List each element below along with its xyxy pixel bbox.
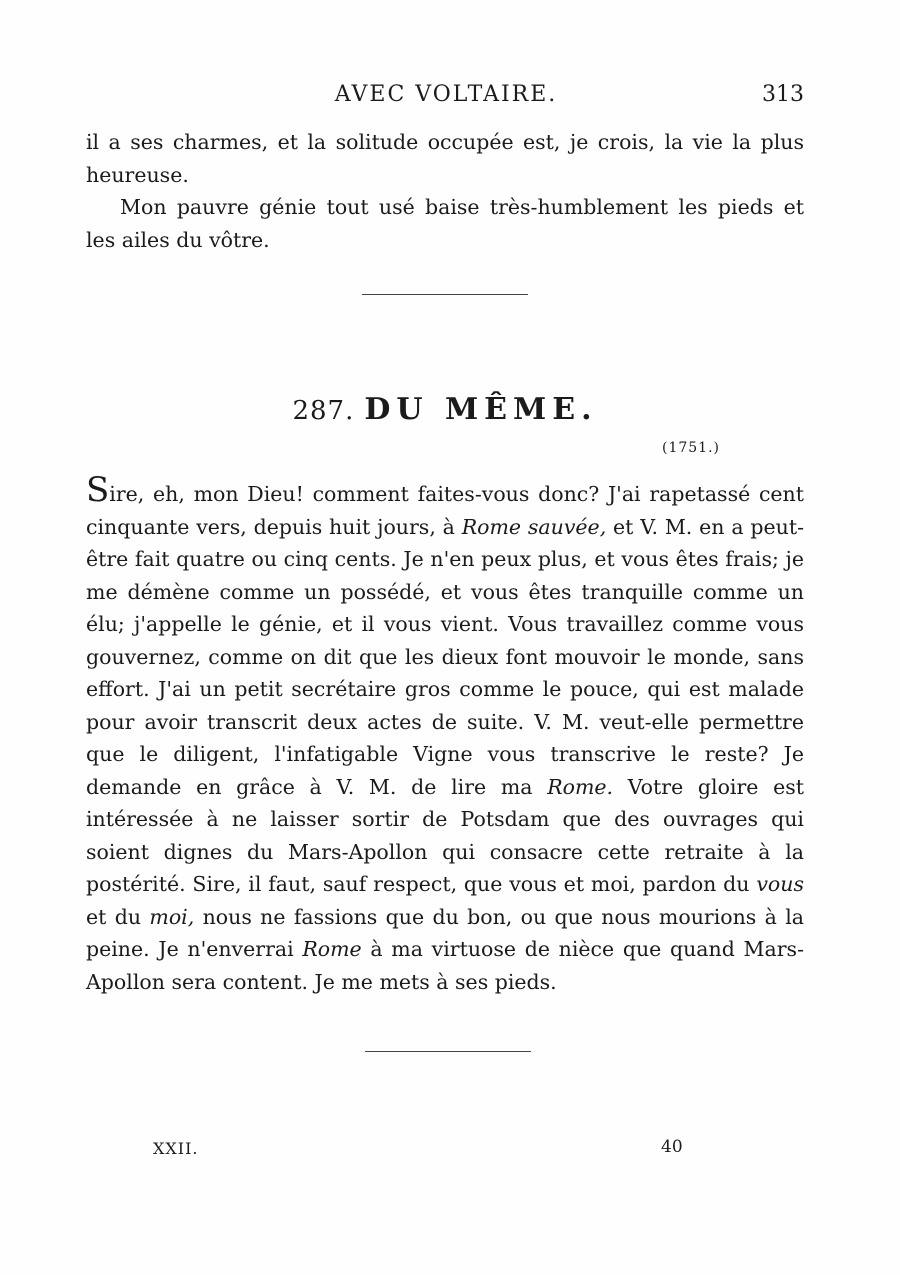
- italic-title: Rome.: [547, 774, 614, 799]
- letter-heading: [86, 392, 804, 427]
- letter-body: [86, 470, 805, 998]
- text-run: Votre gloire est intéressée à ne laisser sortir de Potsdam que des ouvrages qui soient dignes du Mars-Apollon qui consacre cette retraite à la postérité. Sire, il faut, sauf respect, que vous et moi, pardon du: [86, 774, 804, 896]
- text-run: et V. M. en a peut-être fait quatre ou cinq cents. Je n'en peux plus, et vous êtes frais; je me démène comme un possédé, et vous êtes tranquille comme un élu; j'appelle le génie, et il vous vient. Vous travaillez comme vous gouvernez, comme on dit que les dieux font mouvoir le monde, sans effort. J'ai un petit secrétaire gros comme le pouce, qui est malade pour avoir transcrit deux actes de suite. V. M. veut-elle permettre que le diligent, l'infatigable Vigne vous transcrive le reste? Je demande en grâce à V. M. de lire ma: [86, 514, 804, 799]
- italic-title: Rome: [302, 937, 362, 961]
- end-divider: [365, 1051, 531, 1052]
- text-run: ire, eh, mon Dieu! comment faites-vous donc? J'ai rapetassé cent cinquante vers, depuis huit jours, à: [86, 482, 804, 539]
- italic-word: vous: [756, 872, 804, 896]
- letter-number: 287.: [292, 396, 355, 426]
- volume-signature: XXII.: [153, 1139, 199, 1158]
- italic-word: moi,: [149, 904, 195, 929]
- text-run: et du: [86, 904, 150, 929]
- letter-paragraph: [86, 470, 805, 998]
- running-title: AVEC VOLTAIRE.: [334, 82, 558, 107]
- previous-letter-ending: [86, 126, 804, 256]
- sheet-number: 40: [661, 1137, 683, 1157]
- italic-title: Rome sauvée,: [461, 514, 607, 539]
- letter-title: DU MÊME.: [364, 392, 598, 427]
- paragraph-continuation: il a ses charmes, et la solitude occupée est, je crois, la vie la plus heureuse.: [86, 130, 804, 187]
- running-head: [86, 82, 806, 112]
- section-divider: [362, 294, 528, 295]
- text-run: à ma virtuose de nièce que quand Mars-Apollon sera content. Je me mets à ses pieds.: [86, 937, 805, 994]
- drop-cap: S: [86, 470, 110, 510]
- page-number: 313: [762, 82, 804, 107]
- paragraph-closing: Mon pauvre génie tout usé baise très-humblement les pieds et les ailes du vôtre.: [86, 195, 804, 252]
- text-run: nous ne fassions que du bon, ou que nous mourions à la peine. Je n'enverrai: [86, 904, 804, 961]
- letter-date: (1751.): [661, 440, 720, 456]
